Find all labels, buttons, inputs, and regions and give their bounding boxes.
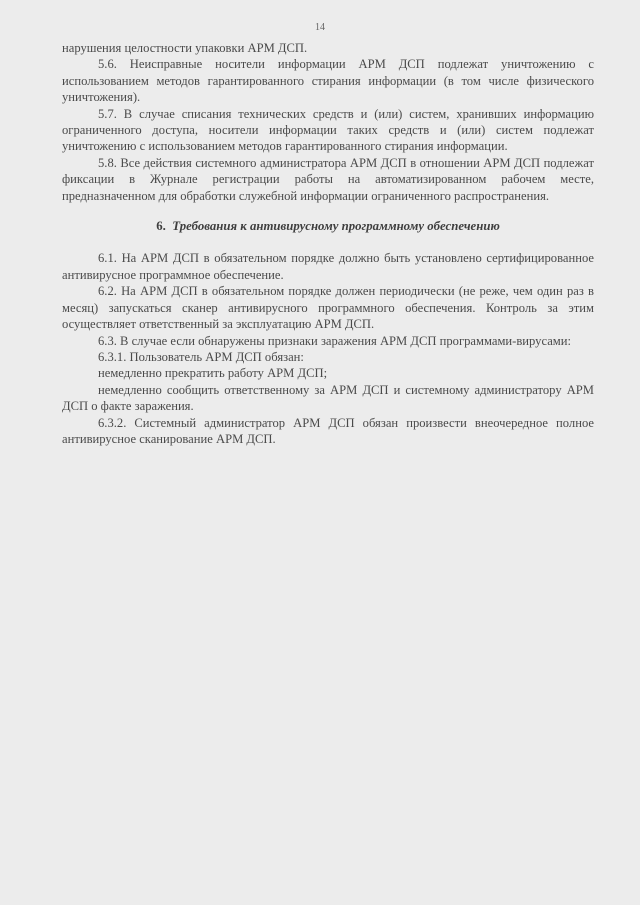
paragraph-6-1: 6.1. На АРМ ДСП в обязательном порядке должно быть установлено сертифицированное антивирусное программное обеспечение.	[62, 251, 594, 282]
paragraph-5-8: 5.8. Все действия системного администратора АРМ ДСП в отношении АРМ ДСП подлежат фиксации в Журнале регистрации работы на автоматизированном рабочем месте, предназначенном для обработки служебной информации ограниченного распространения.	[62, 155, 594, 203]
paragraph-6-3-1: 6.3.1. Пользователь АРМ ДСП обязан:	[98, 349, 304, 364]
document-body	[62, 40, 594, 447]
paragraph-continuation: нарушения целостности упаковки АРМ ДСП.	[62, 41, 308, 55]
paragraph-6-3: 6.3. В случае если обнаружены признаки заражения АРМ ДСП программами-вирусами:	[98, 333, 572, 348]
section-title: Требования к антивирусному программному обеспечению	[172, 219, 500, 234]
section-heading	[62, 218, 594, 234]
paragraph-6-3-1-a: немедленно прекратить работу АРМ ДСП;	[98, 366, 328, 381]
paragraph-6-3-1-b: немедленно сообщить ответственному за АРМ ДСП и системному администратору АРМ ДСП о факте заражения.	[62, 382, 594, 414]
paragraph-6-2: 6.2. На АРМ ДСП в обязательном порядке должен периодически (не реже, чем один раз в месяц) запускаться сканер антивирусного программного обеспечения. Контроль за этим осуществляет ответственный за эксплуатацию АРМ ДСП.	[62, 284, 594, 332]
page-number: 14	[315, 22, 325, 33]
paragraph-5-6: 5.6. Неисправные носители информации АРМ ДСП подлежат уничтожению с использованием методов гарантированного стирания информации (в том числе физического уничтожения).	[62, 57, 594, 105]
section-number: 6.	[156, 219, 166, 234]
paragraph-5-7: 5.7. В случае списания технических средств и (или) систем, хранивших информацию ограниченного доступа, носители информации таких средств и (или) систем подлежат уничтожению с использованием методов гарантированного стирания информации.	[62, 106, 594, 154]
paragraph-6-3-2: 6.3.2. Системный администратор АРМ ДСП обязан произвести внеочередное полное антивирусное сканирование АРМ ДСП.	[62, 415, 594, 446]
